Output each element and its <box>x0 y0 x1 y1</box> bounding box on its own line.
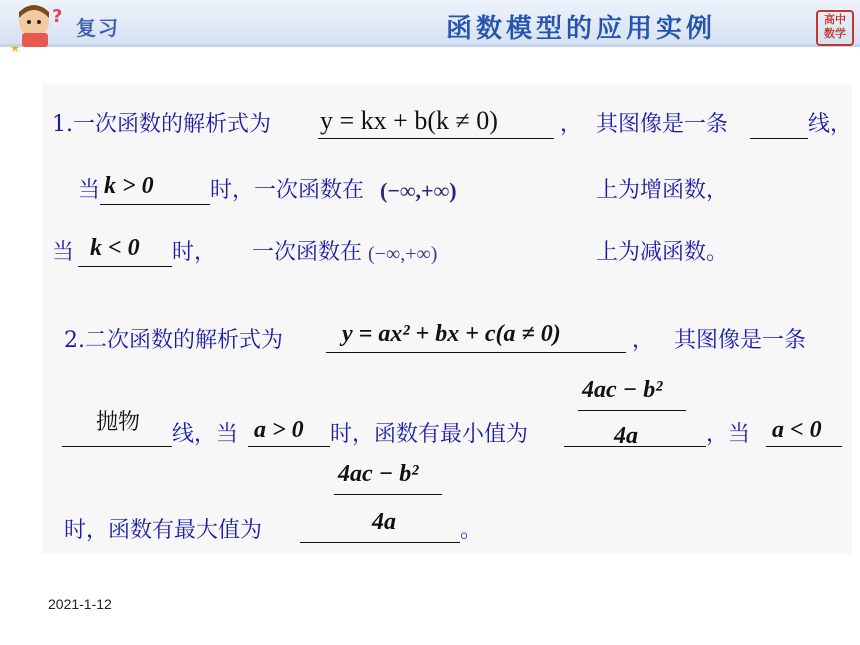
q2-blank-parabola: 抛物 <box>96 410 141 435</box>
q2-min-denominator: 4a <box>614 423 638 449</box>
q1-l2-increasing: 上为增函数， <box>596 178 729 203</box>
q2-sep: ， <box>632 328 655 353</box>
q2-prefix: 2.二次函数的解析式为 <box>64 328 283 353</box>
header-decoration <box>0 0 860 52</box>
q1-l3-text: 一次函数在 <box>252 240 363 265</box>
q1-sep: ， <box>560 112 583 137</box>
q1-tail: 其图像是一条 <box>596 112 729 137</box>
review-label: 复习 <box>76 16 120 40</box>
q2-max-underline <box>300 542 460 543</box>
q2-max-numerator: 4ac − b² <box>338 461 419 487</box>
q2-formula: y = ax² + bx + c(a ≠ 0) <box>342 321 561 347</box>
q1-cond-increasing-underline <box>100 204 210 205</box>
logo-stamp <box>816 10 854 46</box>
q2-max-fraction-bar <box>334 494 442 495</box>
slide-header <box>0 0 860 52</box>
q1-l3-when: 当 <box>52 240 75 265</box>
q1-l2-text: 时，一次函数在 <box>210 178 365 203</box>
q1-interval-decreasing: (−∞,+∞) <box>368 243 438 265</box>
q1-formula: y = kx + b(k ≠ 0) <box>320 106 498 135</box>
q2-min-numerator: 4ac − b² <box>582 377 663 403</box>
q2-cond-max-underline <box>766 446 842 447</box>
q1-cond-decreasing: k < 0 <box>90 235 140 261</box>
q1-cond-decreasing-underline <box>78 266 172 267</box>
q1-formula-underline <box>318 138 554 139</box>
slide-date: 2021-1-12 <box>48 596 112 612</box>
q2-l5-min-text: 时，函数有最小值为 <box>330 422 529 447</box>
q2-formula-underline <box>326 352 626 353</box>
q1-suffix: 线， <box>808 112 853 137</box>
content-panel <box>42 84 852 554</box>
q2-l6-end: 。 <box>460 518 483 543</box>
q2-l5-when2: ，当 <box>706 422 751 447</box>
q2-cond-min-underline <box>248 446 330 447</box>
q2-max-denominator: 4a <box>372 509 396 535</box>
q2-l5-when: 线，当 <box>172 422 239 447</box>
q2-cond-min: a > 0 <box>254 417 304 443</box>
q1-l3-when-suffix: 时， <box>172 240 217 265</box>
q2-blank-parabola-underline <box>62 446 172 447</box>
svg-text:?: ? <box>52 6 63 27</box>
q1-l3-decreasing: 上为减函数。 <box>596 240 729 265</box>
q2-cond-max: a < 0 <box>772 417 822 443</box>
q2-l6-max-text: 时，函数有最大值为 <box>64 518 263 543</box>
q1-blank-underline <box>750 138 808 139</box>
q2-min-underline <box>564 446 706 447</box>
q2-min-fraction-bar <box>578 410 686 411</box>
q2-tail: 其图像是一条 <box>674 328 807 353</box>
page-title: 函数模型的应用实例 <box>446 14 717 44</box>
logo-text: 高中数学 <box>824 13 846 40</box>
q1-l2-when: 当 <box>78 178 101 203</box>
q1-cond-increasing: k > 0 <box>104 173 154 199</box>
q1-prefix: 1.一次函数的解析式为 <box>52 112 271 137</box>
q1-interval-increasing: (−∞,+∞) <box>380 178 457 203</box>
